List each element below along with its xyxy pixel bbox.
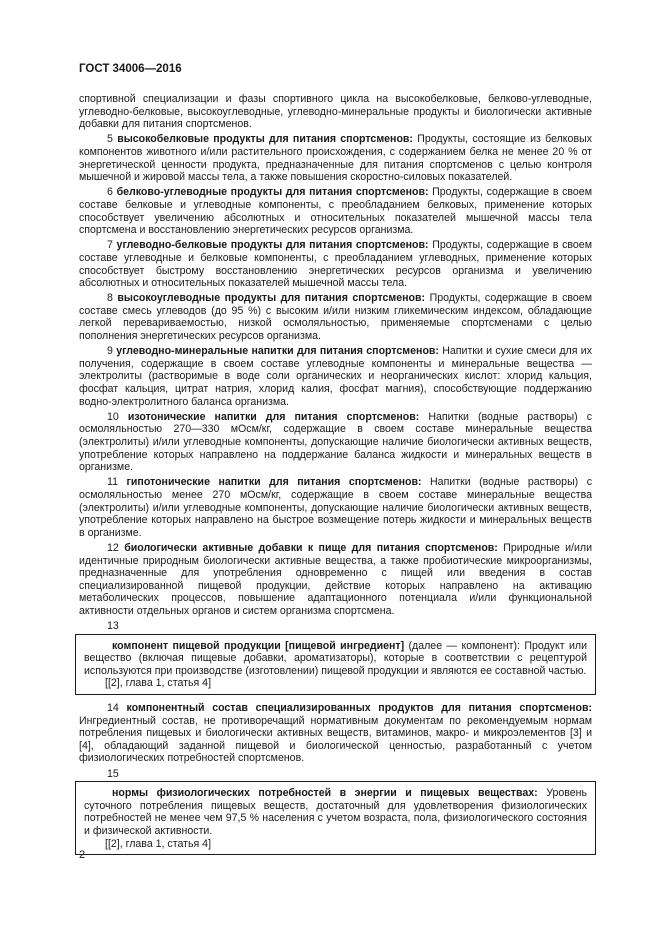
definition-text: Продукты, содержащие в своем составе белковые и углеводные компоненты, с преобладанием белковых, применение которых способствует увеличению абсолютных и относительных показателей мышечной массы тела спортсмена и восстановлению энергетических ресурсов организма.	[79, 186, 592, 237]
item-13-box	[75, 634, 596, 695]
definition-item	[79, 542, 592, 618]
definition-number: 5	[107, 133, 113, 146]
definition-text: Продукты, содержащие в своем составе углеводные и белковые компоненты, с преобладанием углеводных, применение которых способствует быстрому восстановлению энергетических ресурсов организма и увеличению абсолютных и относительных показателей мышечной массы тела.	[79, 239, 592, 290]
definition-item	[79, 239, 592, 289]
definition-item	[79, 411, 592, 474]
definition-item	[79, 133, 592, 183]
definition-text: Напитки и сухие смеси для их получения, содержащие в своем составе углеводные компоненты и минеральные вещества — электролиты (растворимые в воде соли органических и неорганических кислот: хлорид кальция, фосфат кальция, цитрат натрия, хлорид калия, фосфат магния), способствующие поддержанию водно-электролитного баланса организма.	[79, 345, 592, 408]
definition-number: 12	[107, 541, 119, 554]
definition-text: Продукты, состоящие из белковых компонентов животного и/или растительного происхождения, с содержанием белка не менее 20 % от энергетической ценности продукта, предназначенные для питания спортсменов с целью контроля мышечной и жировой массы тела, а также повышения скоростно-силовых показателей.	[79, 133, 592, 184]
item-13-reference: [[2], глава 1, статья 4]	[105, 677, 212, 690]
definition-item	[79, 345, 592, 408]
definition-term: высокоуглеводные продукты для питания спортсменов:	[117, 292, 426, 305]
definition-number: 9	[107, 345, 113, 358]
item-15-term: нормы физиологических потребностей в энергии и пищевых веществах:	[112, 787, 538, 800]
item-14-paragraph	[79, 702, 592, 765]
definition-term: углеводно-минеральные напитки для питания спортсменов:	[116, 345, 439, 358]
item-14-text: Ингредиентный состав, не противоречащий нормативным документам по рекомендуемым нормам потребления пищевых и биологически активных веществ, витаминов, макро- и микроэлементов [3] и [4], обладающий заданной пищевой и биологической ценностью, разработанный с учетом физиологических потребностей спортсменов.	[79, 714, 592, 765]
definition-number: 10	[107, 410, 119, 423]
document-body	[79, 93, 592, 862]
definition-number: 6	[107, 186, 113, 199]
item-13-number: 13	[107, 620, 119, 633]
item-15-reference: [[2], глава 1, статья 4]	[105, 837, 212, 850]
definition-term: высокобелковые продукты для питания спортсменов:	[117, 133, 413, 146]
definition-item	[79, 476, 592, 539]
definition-term: изотонические напитки для питания спортсменов:	[127, 410, 420, 423]
definition-term: белково-углеводные продукты для питания спортсменов:	[116, 186, 429, 199]
definition-number: 8	[107, 292, 113, 305]
definition-number: 11	[107, 476, 118, 489]
definition-text: Напитки (водные растворы) с осмоляльностью менее 270 мОсм/кг, содержащие в своем составе минеральные вещества (электролиты) и/или углеводные компоненты, допускающие наличие биологически активных веществ, употребление которых направлено на быстрое возмещение потерь жидкости и минеральных веществ в организме.	[79, 476, 592, 539]
item-15-text: Уровень суточного потребления пищевых веществ, достаточный для удовлетворения физиологических потребностей не менее чем 97,5 % населения с учетом возраста, пола, физиологического состояния и физической активности.	[84, 787, 587, 837]
item-14-number: 14	[107, 702, 119, 715]
intro-paragraph: спортивной специализации и фазы спортивного цикла на высокобелковые, белково-углеводные, углеводно-белковые, высокоуглеводные, углеводно-минеральные продукты и биологически активные добавки для питания спортсменов.	[79, 93, 592, 131]
definition-term: биологически активные добавки к пище для питания спортсменов:	[124, 541, 498, 554]
item-15-box	[75, 781, 596, 855]
item-13-text: (далее — компонент): Продукт или вещество (включая пищевые добавки, ароматизаторы), которые в соответствии с рецептурой используются при производстве (изготовлении) пищевой продукции и являются ее составной частью.	[84, 639, 587, 677]
definition-term: гипотонические напитки для питания спортсменов:	[126, 476, 422, 489]
item-15-number: 15	[107, 767, 119, 780]
definition-text: Продукты, содержащие в своем составе смесь углеводов (до 95 %) с высоким и/или низким гликемическим индексом, обладающие легкой перевариваемостью, низкой осмоляльностью, применяемые спортсменами с целью пополнения энергетических ресурсов организма.	[79, 292, 592, 343]
document-header: ГОСТ 34006—2016	[79, 63, 182, 75]
item-13-paragraph	[84, 640, 587, 678]
definition-text: Напитки (водные растворы) с осмоляльностью 270—330 мОсм/кг, содержащие в своем составе минеральные вещества (электролиты) и/или углеводные компоненты, допускающие наличие биологически активных веществ, употребление которых направлено на поддержание баланса жидкости и минеральных веществ в организме.	[79, 410, 592, 474]
page-number: 2	[79, 849, 86, 861]
definition-item	[79, 186, 592, 236]
definition-number: 7	[107, 239, 113, 252]
definition-text: Природные и/или идентичные природным биологически активные вещества, а также пробиотические микроорганизмы, предназначенные для употребления одновременно с пищей или введения в состав специализированной пищевой продукции, действие которых направлено на активацию метаболических процессов, повышение адаптационного потенциала и/или функциональной активности отдельных органов и систем организма спортсмена.	[79, 541, 592, 617]
item-15-paragraph	[84, 787, 587, 837]
item-14-term: компонентный состав специализированных продуктов для питания спортсменов:	[126, 702, 593, 715]
definition-term: углеводно-белковые продукты для питания спортсменов:	[116, 239, 429, 252]
definition-item	[79, 292, 592, 342]
definitions-list	[79, 133, 592, 617]
item-13-term: компонент пищевой продукции [пищевой ингредиент]	[112, 639, 405, 652]
